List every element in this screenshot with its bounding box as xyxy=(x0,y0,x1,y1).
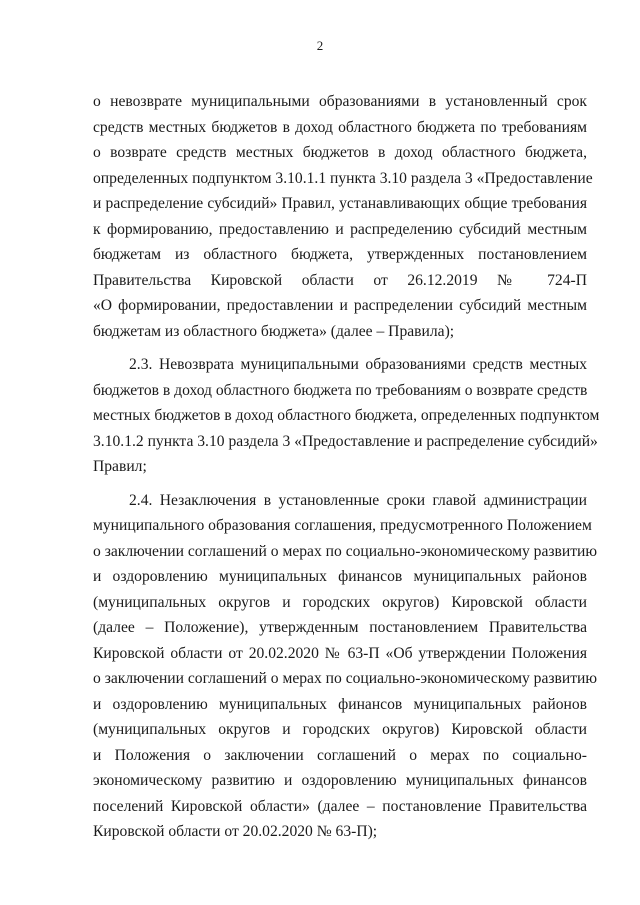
text-line: экономическому развитию и оздоровлению муниципальных финансов xyxy=(93,772,587,789)
text-line: бюджетов в доход областного бюджета по требованиям о возврате средств xyxy=(93,381,588,399)
text-line: 3.10.1.2 пункта 3.10 раздела 3 «Предоставление и распределение субсидий» xyxy=(93,432,598,450)
text-line: (муниципальных округов и городских округов) Кировской области xyxy=(93,593,587,611)
text-line: Правительства Кировской области от 26.12.2019 № 724-П xyxy=(93,271,587,289)
text-line: и оздоровлению муниципальных финансов муниципальных районов xyxy=(93,568,587,585)
text-line: средств местных бюджетов в доход областного бюджета по требованиям xyxy=(93,118,587,136)
paragraph xyxy=(93,488,598,845)
paragraph xyxy=(93,89,593,344)
page-number: 2 xyxy=(316,38,324,53)
text-line: и распределение субсидий» Правил, устанавливающих общие требования xyxy=(93,195,587,212)
paragraph-gap xyxy=(93,480,587,488)
text-line: Кировской области от 20.02.2020 № 63-П); xyxy=(93,823,378,840)
text-line: о возврате средств местных бюджетов в доход областного бюджета, xyxy=(93,144,587,161)
paragraph xyxy=(93,352,600,480)
text-line: 2.3. Невозврата муниципальными образованиями средств местных xyxy=(129,356,587,373)
text-line: поселений Кировской области» (далее – постановление Правительства xyxy=(93,797,587,815)
text-line: (далее – Положение), утвержденным постановлением Правительства xyxy=(93,619,587,636)
text-line: и оздоровлению муниципальных финансов муниципальных районов xyxy=(93,695,587,713)
text-line: определенных подпунктом 3.10.1.1 пункта 3.10 раздела 3 «Предоставление xyxy=(93,169,593,187)
text-line: (муниципальных округов и городских округов) Кировской области xyxy=(93,721,587,738)
text-line: бюджетам из областного бюджета, утвержденных постановлением xyxy=(93,246,587,263)
document-body xyxy=(93,89,600,845)
text-line: о заключении соглашений о мерах по социально-экономическому развитию xyxy=(93,542,598,560)
text-line: муниципального образования соглашения, предусмотренного Положением xyxy=(93,517,592,534)
text-line: бюджетам из областного бюджета» (далее – Правила); xyxy=(93,322,455,340)
text-line: и Положения о заключении соглашений о мерах по социально- xyxy=(93,746,587,764)
text-line: Кировской области от 20.02.2020 № 63-П «Об утверждении Положения xyxy=(93,644,587,662)
text-line: о невозврате муниципальными образованиями в установленный срок xyxy=(93,93,587,110)
text-line: Правил; xyxy=(93,458,147,475)
paragraph-gap xyxy=(93,344,587,352)
text-line: к формированию, предоставлению и распределению субсидий местным xyxy=(93,220,587,238)
text-line: «О формировании, предоставлении и распределении субсидий местным xyxy=(93,297,587,314)
text-line: 2.4. Незаключения в установленные сроки главой администрации xyxy=(129,491,587,509)
text-line: о заключении соглашений о мерах по социально-экономическому развитию xyxy=(93,670,598,687)
text-line: местных бюджетов в доход областного бюджета, определенных подпунктом xyxy=(93,407,600,424)
